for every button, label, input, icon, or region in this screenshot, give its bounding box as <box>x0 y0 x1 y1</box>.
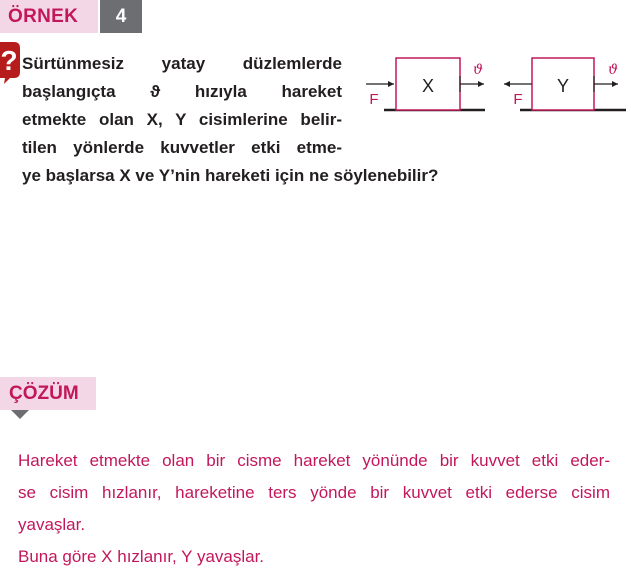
caret-down-icon <box>11 410 29 419</box>
force-arrowhead-x <box>388 81 394 87</box>
box-x-label: X <box>421 76 435 96</box>
force-diagram <box>360 52 631 122</box>
velocity-label-x: ϑ <box>472 62 484 78</box>
solution-line: se cisim hızlanır, hareketine ters yönde bir kuvvet etki ederse cisim <box>18 483 610 502</box>
force-label-y: F <box>513 91 523 108</box>
example-title: ÖRNEK <box>0 0 98 33</box>
solution-line: Hareket etmekte olan bir cisme hareket yönünde bir kuvvet etki eder- <box>18 451 610 470</box>
box-y-label: Y <box>556 76 570 96</box>
diagram-x <box>366 58 485 110</box>
question-line: ye başlarsa X ve Y’nin hareketi için ne söylenebilir? <box>22 166 439 185</box>
question-line: etmekte olan X, Y cisimlerine belir- <box>22 110 342 129</box>
solution-title: ÇÖZÜM <box>9 383 79 404</box>
force-label-x: F <box>369 91 379 108</box>
force-arrowhead-y <box>504 81 510 87</box>
velocity-label-y: ϑ <box>607 62 619 78</box>
solution-text <box>18 445 610 573</box>
velocity-arrowhead-x <box>478 81 484 87</box>
example-header <box>0 0 142 33</box>
diagram-y <box>504 58 626 110</box>
question-line: tilen yönlerde kuvvetler etki etme- <box>22 138 342 157</box>
svg-text:?: ? <box>0 45 18 76</box>
question-line: Sürtünmesiz yatay düzlemlerde <box>22 54 342 73</box>
solution-line: yavaşlar. <box>18 515 86 534</box>
question-mark-icon <box>0 40 20 84</box>
solution-line: Buna göre X hızlanır, Y yavaşlar. <box>18 547 265 566</box>
velocity-arrowhead-y <box>612 81 618 87</box>
example-number: 4 <box>100 0 142 33</box>
question-line: başlangıçta ϑ hızıyla hareket <box>22 82 342 101</box>
solution-header <box>0 377 96 415</box>
